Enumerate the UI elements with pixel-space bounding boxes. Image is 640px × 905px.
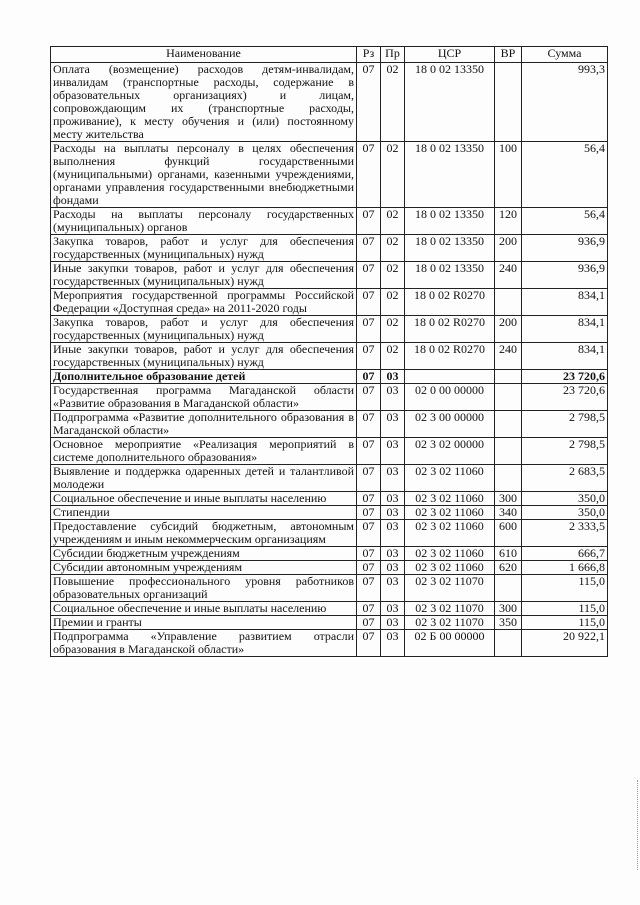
- cell-csr: 02 3 02 11060: [405, 561, 495, 575]
- cell-vr: 340: [495, 506, 522, 520]
- table-row: [51, 630, 608, 657]
- cell-vr: 350: [495, 616, 522, 630]
- table-row: [51, 561, 608, 575]
- cell-csr: 18 0 02 13350: [405, 63, 495, 142]
- cell-pr: 03: [381, 630, 405, 657]
- cell-sum: 350,0: [522, 506, 608, 520]
- table-row: [51, 506, 608, 520]
- header-pr: Пр: [381, 47, 405, 63]
- cell-sum: 2 798,5: [522, 411, 608, 438]
- cell-vr: [495, 289, 522, 316]
- table-row: [51, 384, 608, 411]
- cell-pr: 02: [381, 208, 405, 235]
- cell-rz: 07: [357, 63, 381, 142]
- cell-csr: 18 0 02 R0270: [405, 289, 495, 316]
- cell-rz: 07: [357, 262, 381, 289]
- header-name: Наименование: [51, 47, 357, 63]
- cell-sum: 56,4: [522, 208, 608, 235]
- cell-name: Закупка товаров, работ и услуг для обеспечения государственных (муниципальных) нужд: [51, 316, 357, 343]
- cell-name: Подпрограмма «Управление развитием отрасли образования в Магаданской области»: [51, 630, 357, 657]
- cell-sum: 115,0: [522, 575, 608, 602]
- cell-csr: 02 0 00 00000: [405, 384, 495, 411]
- cell-rz: 07: [357, 235, 381, 262]
- table-body: [51, 63, 608, 657]
- cell-vr: 300: [495, 602, 522, 616]
- cell-vr: 200: [495, 316, 522, 343]
- cell-vr: [495, 370, 522, 384]
- cell-pr: 03: [381, 506, 405, 520]
- cell-name: Основное мероприятие «Реализация мероприятий в системе дополнительного образования»: [51, 438, 357, 465]
- table-row: [51, 208, 608, 235]
- cell-vr: [495, 465, 522, 492]
- table-row: [51, 411, 608, 438]
- table-row: [51, 343, 608, 370]
- cell-vr: 120: [495, 208, 522, 235]
- cell-name: Государственная программа Магаданской области «Развитие образования в Магаданской области»: [51, 384, 357, 411]
- cell-pr: 03: [381, 411, 405, 438]
- cell-name: Закупка товаров, работ и услуг для обеспечения государственных (муниципальных) нужд: [51, 235, 357, 262]
- cell-pr: 03: [381, 465, 405, 492]
- cell-vr: 200: [495, 235, 522, 262]
- cell-name: Стипендии: [51, 506, 357, 520]
- cell-csr: 18 0 02 R0270: [405, 316, 495, 343]
- cell-pr: 02: [381, 316, 405, 343]
- cell-csr: 02 3 02 11060: [405, 465, 495, 492]
- cell-sum: 834,1: [522, 289, 608, 316]
- cell-vr: [495, 411, 522, 438]
- table-row: [51, 370, 608, 384]
- cell-csr: 18 0 02 13350: [405, 208, 495, 235]
- table-row: [51, 438, 608, 465]
- cell-pr: 02: [381, 343, 405, 370]
- cell-sum: 20 922,1: [522, 630, 608, 657]
- header-vr: ВР: [495, 47, 522, 63]
- table-row: [51, 289, 608, 316]
- table-row: [51, 316, 608, 343]
- cell-sum: 834,1: [522, 316, 608, 343]
- cell-vr: 100: [495, 142, 522, 208]
- cell-sum: 666,7: [522, 547, 608, 561]
- cell-sum: 2 333,5: [522, 520, 608, 547]
- cell-rz: 07: [357, 602, 381, 616]
- cell-name: Предоставление субсидий бюджетным, автономным учреждениям и иным некоммерческим организациям: [51, 520, 357, 547]
- cell-pr: 02: [381, 289, 405, 316]
- cell-name: Оплата (возмещение) расходов детям-инвалидам, инвалидам (транспортные расходы, содержание в образовательных организациях) и лицам, сопровождающим их (транспортные расходы, проживание), к месту обучения и (или) постоянному месту жительства: [51, 63, 357, 142]
- cell-name: Подпрограмма «Развитие дополнительного образования в Магаданской области»: [51, 411, 357, 438]
- cell-rz: 07: [357, 384, 381, 411]
- cell-name: Субсидии автономным учреждениям: [51, 561, 357, 575]
- cell-sum: 936,9: [522, 262, 608, 289]
- cell-csr: 02 3 02 11070: [405, 602, 495, 616]
- cell-sum: 1 666,8: [522, 561, 608, 575]
- table-row: [51, 602, 608, 616]
- cell-vr: 610: [495, 547, 522, 561]
- cell-name: Субсидии бюджетным учреждениям: [51, 547, 357, 561]
- cell-name: Премии и гранты: [51, 616, 357, 630]
- cell-csr: 02 3 02 11060: [405, 492, 495, 506]
- header-sum: Сумма: [522, 47, 608, 63]
- cell-pr: 03: [381, 492, 405, 506]
- header-rz: Рз: [357, 47, 381, 63]
- cell-rz: 07: [357, 547, 381, 561]
- cell-vr: [495, 384, 522, 411]
- cell-pr: 03: [381, 561, 405, 575]
- table-row: [51, 465, 608, 492]
- table-row: [51, 142, 608, 208]
- cell-rz: 07: [357, 465, 381, 492]
- cell-pr: 02: [381, 262, 405, 289]
- table-row: [51, 547, 608, 561]
- cell-vr: [495, 63, 522, 142]
- cell-csr: 18 0 02 13350: [405, 262, 495, 289]
- cell-rz: 07: [357, 520, 381, 547]
- cell-sum: 936,9: [522, 235, 608, 262]
- cell-vr: 240: [495, 343, 522, 370]
- cell-sum: 23 720,6: [522, 370, 608, 384]
- cell-pr: 03: [381, 547, 405, 561]
- cell-csr: 18 0 02 R0270: [405, 343, 495, 370]
- cell-pr: 03: [381, 602, 405, 616]
- cell-rz: 07: [357, 561, 381, 575]
- cell-vr: 300: [495, 492, 522, 506]
- cell-name: Расходы на выплаты персоналу государственных (муниципальных) органов: [51, 208, 357, 235]
- cell-csr: 18 0 02 13350: [405, 235, 495, 262]
- cell-name: Социальное обеспечение и иные выплаты населению: [51, 602, 357, 616]
- cell-vr: 240: [495, 262, 522, 289]
- cell-pr: 03: [381, 370, 405, 384]
- cell-vr: 600: [495, 520, 522, 547]
- table-row: [51, 616, 608, 630]
- cell-name: Мероприятия государственной программы Российской Федерации «Доступная среда» на 2011-2020 годы: [51, 289, 357, 316]
- header-row: [51, 47, 608, 63]
- cell-rz: 07: [357, 411, 381, 438]
- table-row: [51, 492, 608, 506]
- table-row: [51, 63, 608, 142]
- cell-sum: 350,0: [522, 492, 608, 506]
- cell-pr: 03: [381, 520, 405, 547]
- cell-vr: 620: [495, 561, 522, 575]
- cell-name: Социальное обеспечение и иные выплаты населению: [51, 492, 357, 506]
- cell-rz: 07: [357, 575, 381, 602]
- cell-rz: 07: [357, 289, 381, 316]
- cell-pr: 02: [381, 63, 405, 142]
- cell-sum: 993,3: [522, 63, 608, 142]
- cell-rz: 07: [357, 506, 381, 520]
- cell-name: Расходы на выплаты персоналу в целях обеспечения выполнения функций государственными (муниципальными) органами, казенными учреждениями, органами управления государственными внебюджетными фондами: [51, 142, 357, 208]
- budget-table: [50, 46, 608, 657]
- cell-sum: 834,1: [522, 343, 608, 370]
- cell-name: Иные закупки товаров, работ и услуг для обеспечения государственных (муниципальных) нужд: [51, 343, 357, 370]
- table-header: [51, 47, 608, 63]
- cell-csr: 02 3 02 00000: [405, 438, 495, 465]
- cell-csr: 02 3 02 11070: [405, 575, 495, 602]
- cell-rz: 07: [357, 630, 381, 657]
- cell-pr: 03: [381, 438, 405, 465]
- cell-name: Выявление и поддержка одаренных детей и талантливой молодежи: [51, 465, 357, 492]
- cell-rz: 07: [357, 142, 381, 208]
- cell-csr: [405, 370, 495, 384]
- cell-rz: 07: [357, 316, 381, 343]
- cell-vr: [495, 630, 522, 657]
- cell-pr: 02: [381, 142, 405, 208]
- scan-edge-mark: [636, 780, 638, 870]
- header-csr: ЦСР: [405, 47, 495, 63]
- cell-csr: 02 3 02 11060: [405, 520, 495, 547]
- cell-sum: 2 683,5: [522, 465, 608, 492]
- cell-csr: 02 3 02 11070: [405, 616, 495, 630]
- cell-sum: 115,0: [522, 602, 608, 616]
- cell-csr: 02 3 02 11060: [405, 506, 495, 520]
- cell-csr: 02 3 00 00000: [405, 411, 495, 438]
- cell-sum: 2 798,5: [522, 438, 608, 465]
- cell-rz: 07: [357, 208, 381, 235]
- cell-pr: 03: [381, 616, 405, 630]
- table-row: [51, 575, 608, 602]
- cell-rz: 07: [357, 343, 381, 370]
- cell-name: Повышение профессионального уровня работников образовательных организаций: [51, 575, 357, 602]
- cell-sum: 115,0: [522, 616, 608, 630]
- cell-pr: 03: [381, 384, 405, 411]
- cell-vr: [495, 438, 522, 465]
- cell-name: Дополнительное образование детей: [51, 370, 357, 384]
- cell-name: Иные закупки товаров, работ и услуг для обеспечения государственных (муниципальных) нужд: [51, 262, 357, 289]
- cell-sum: 56,4: [522, 142, 608, 208]
- cell-pr: 03: [381, 575, 405, 602]
- cell-vr: [495, 575, 522, 602]
- table-row: [51, 520, 608, 547]
- cell-csr: 02 Б 00 00000: [405, 630, 495, 657]
- cell-pr: 02: [381, 235, 405, 262]
- table-row: [51, 262, 608, 289]
- cell-csr: 18 0 02 13350: [405, 142, 495, 208]
- cell-rz: 07: [357, 616, 381, 630]
- cell-rz: 07: [357, 370, 381, 384]
- cell-csr: 02 3 02 11060: [405, 547, 495, 561]
- cell-sum: 23 720,6: [522, 384, 608, 411]
- cell-rz: 07: [357, 438, 381, 465]
- cell-rz: 07: [357, 492, 381, 506]
- table-row: [51, 235, 608, 262]
